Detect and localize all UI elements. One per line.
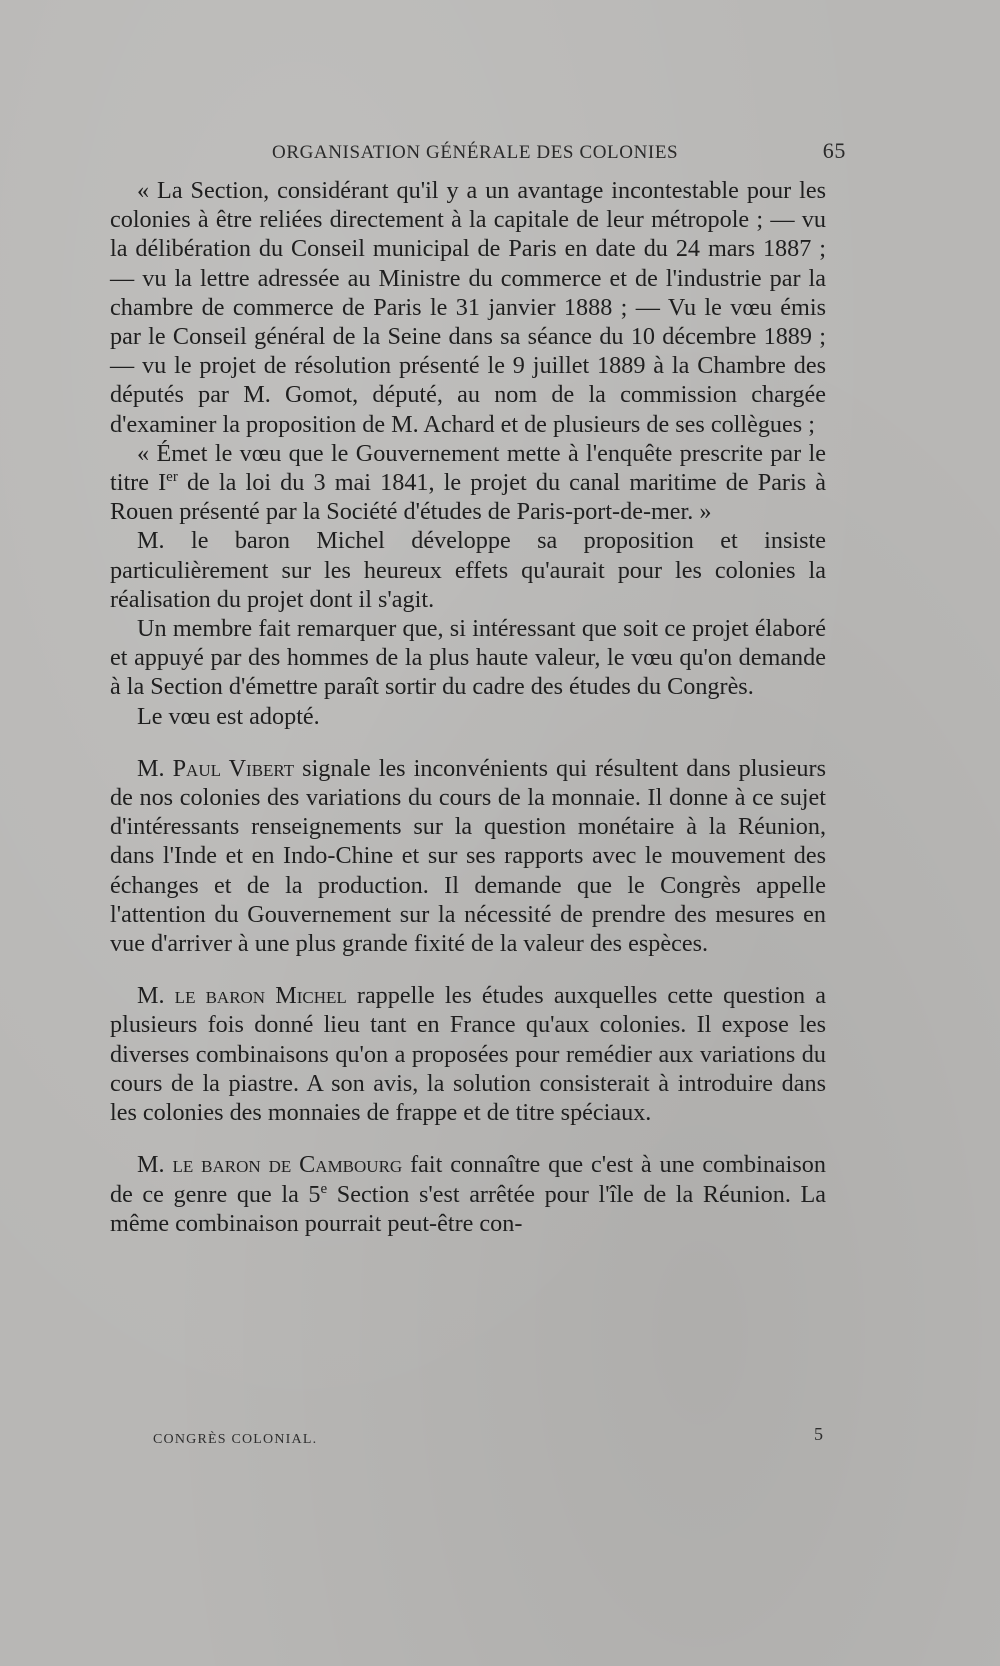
vibert-text: signale les inconvénients qui résultent dans plusieurs de nos colonies des variations du cours de la monnaie. Il donne à ce sujet d'intéressants renseignements sur la question monétaire à la Réunion, dans l'Inde et en Indo-Chine et sur ses rapports avec le mouvement des échanges et de la production. Il demande que le Congrès appelle l'attention du Gouvernement sur la nécessité de prendre des mesures en vue d'arriver à une plus grande fixité de la valeur des espèces. (110, 754, 826, 958)
page-footer (153, 1424, 823, 1454)
cambourg-text: fait connaître que c'est à une combinaison de ce genre que la 5 (110, 1151, 826, 1208)
paragraph-resolution-wish (110, 439, 826, 527)
speaker-name-vibert: M. Paul Vibert (137, 754, 295, 782)
resolution-wish-superscript: er (166, 468, 178, 485)
paragraph-adopted: Le vœu est adopté. (137, 702, 320, 730)
speaker-name-cambourg: M. le baron de Cambourg (137, 1151, 403, 1179)
resolution-wish-text: « Émet le vœu que le Gouvernement mette à l'enquête prescrite par le titre I (110, 439, 826, 497)
cambourg-text-continued: Section s'est arrêtée pour l'île de la Réunion. La même combinaison pourrait peut-être con- (110, 1180, 826, 1237)
page-header (272, 138, 846, 168)
sheet-number: 5 (814, 1424, 823, 1444)
signature-mark: CONGRÈS COLONIAL. (153, 1432, 318, 1447)
paragraph-michel-recalls (110, 981, 826, 1127)
paragraph-michel-develops: M. le baron Michel développe sa proposition et insiste particulièrement sur les heureux effets qu'aurait pour les colonies la réalisation du projet dont il s'agit. (110, 527, 826, 613)
paragraph-vibert (110, 754, 826, 958)
running-title: ORGANISATION GÉNÉRALE DES COLONIES (272, 142, 679, 163)
cambourg-superscript: e (320, 1180, 328, 1197)
resolution-wish-text-continued: de la loi du 3 mai 1841, le projet du canal maritime de Paris à Rouen présenté par la Société d'études de Paris-port-de-mer. » (110, 469, 826, 526)
paragraph-resolution-considerations: « La Section, considérant qu'il y a un avantage incontestable pour les colonies à être reliées directement à la capitale de leur métropole ; — vu la délibération du Conseil municipal de Paris en date du 24 mars 1887 ; — vu la lettre adressée au Ministre du commerce et de l'industrie par la chambre de commerce de Paris le 31 janvier 1888 ; — Vu le vœu émis par le Conseil général de la Seine dans sa séance du 10 décembre 1889 ; — vu le projet de résolution présenté le 9 juillet 1889 à la Chambre des députés par M. Gomot, député, au nom de la commission chargée d'examiner la proposition de M. Achard et de plusieurs de ses collègues ; (110, 177, 826, 438)
page-number: 65 (822, 138, 846, 163)
speaker-name-michel: M. le baron Michel (137, 982, 347, 1010)
michel-text: rappelle les études auxquelles cette question a plusieurs fois donné lieu tant en France qu'aux colonies. Il expose les diverses combinaisons qu'on a proposées pour remédier aux variations du cours de la piastre. A son avis, la solution consisterait à introduire dans les colonies des monnaies de frappe et de titre spéciaux. (110, 982, 826, 1127)
body-text (110, 176, 826, 1238)
paragraph-cambourg (110, 1150, 826, 1238)
paragraph-member-remark: Un membre fait remarquer que, si intéressant que soit ce projet élaboré et appuyé par des hommes de la plus haute valeur, le vœu qu'on demande à la Section d'émettre paraît sortir du cadre des études du Congrès. (110, 615, 826, 701)
